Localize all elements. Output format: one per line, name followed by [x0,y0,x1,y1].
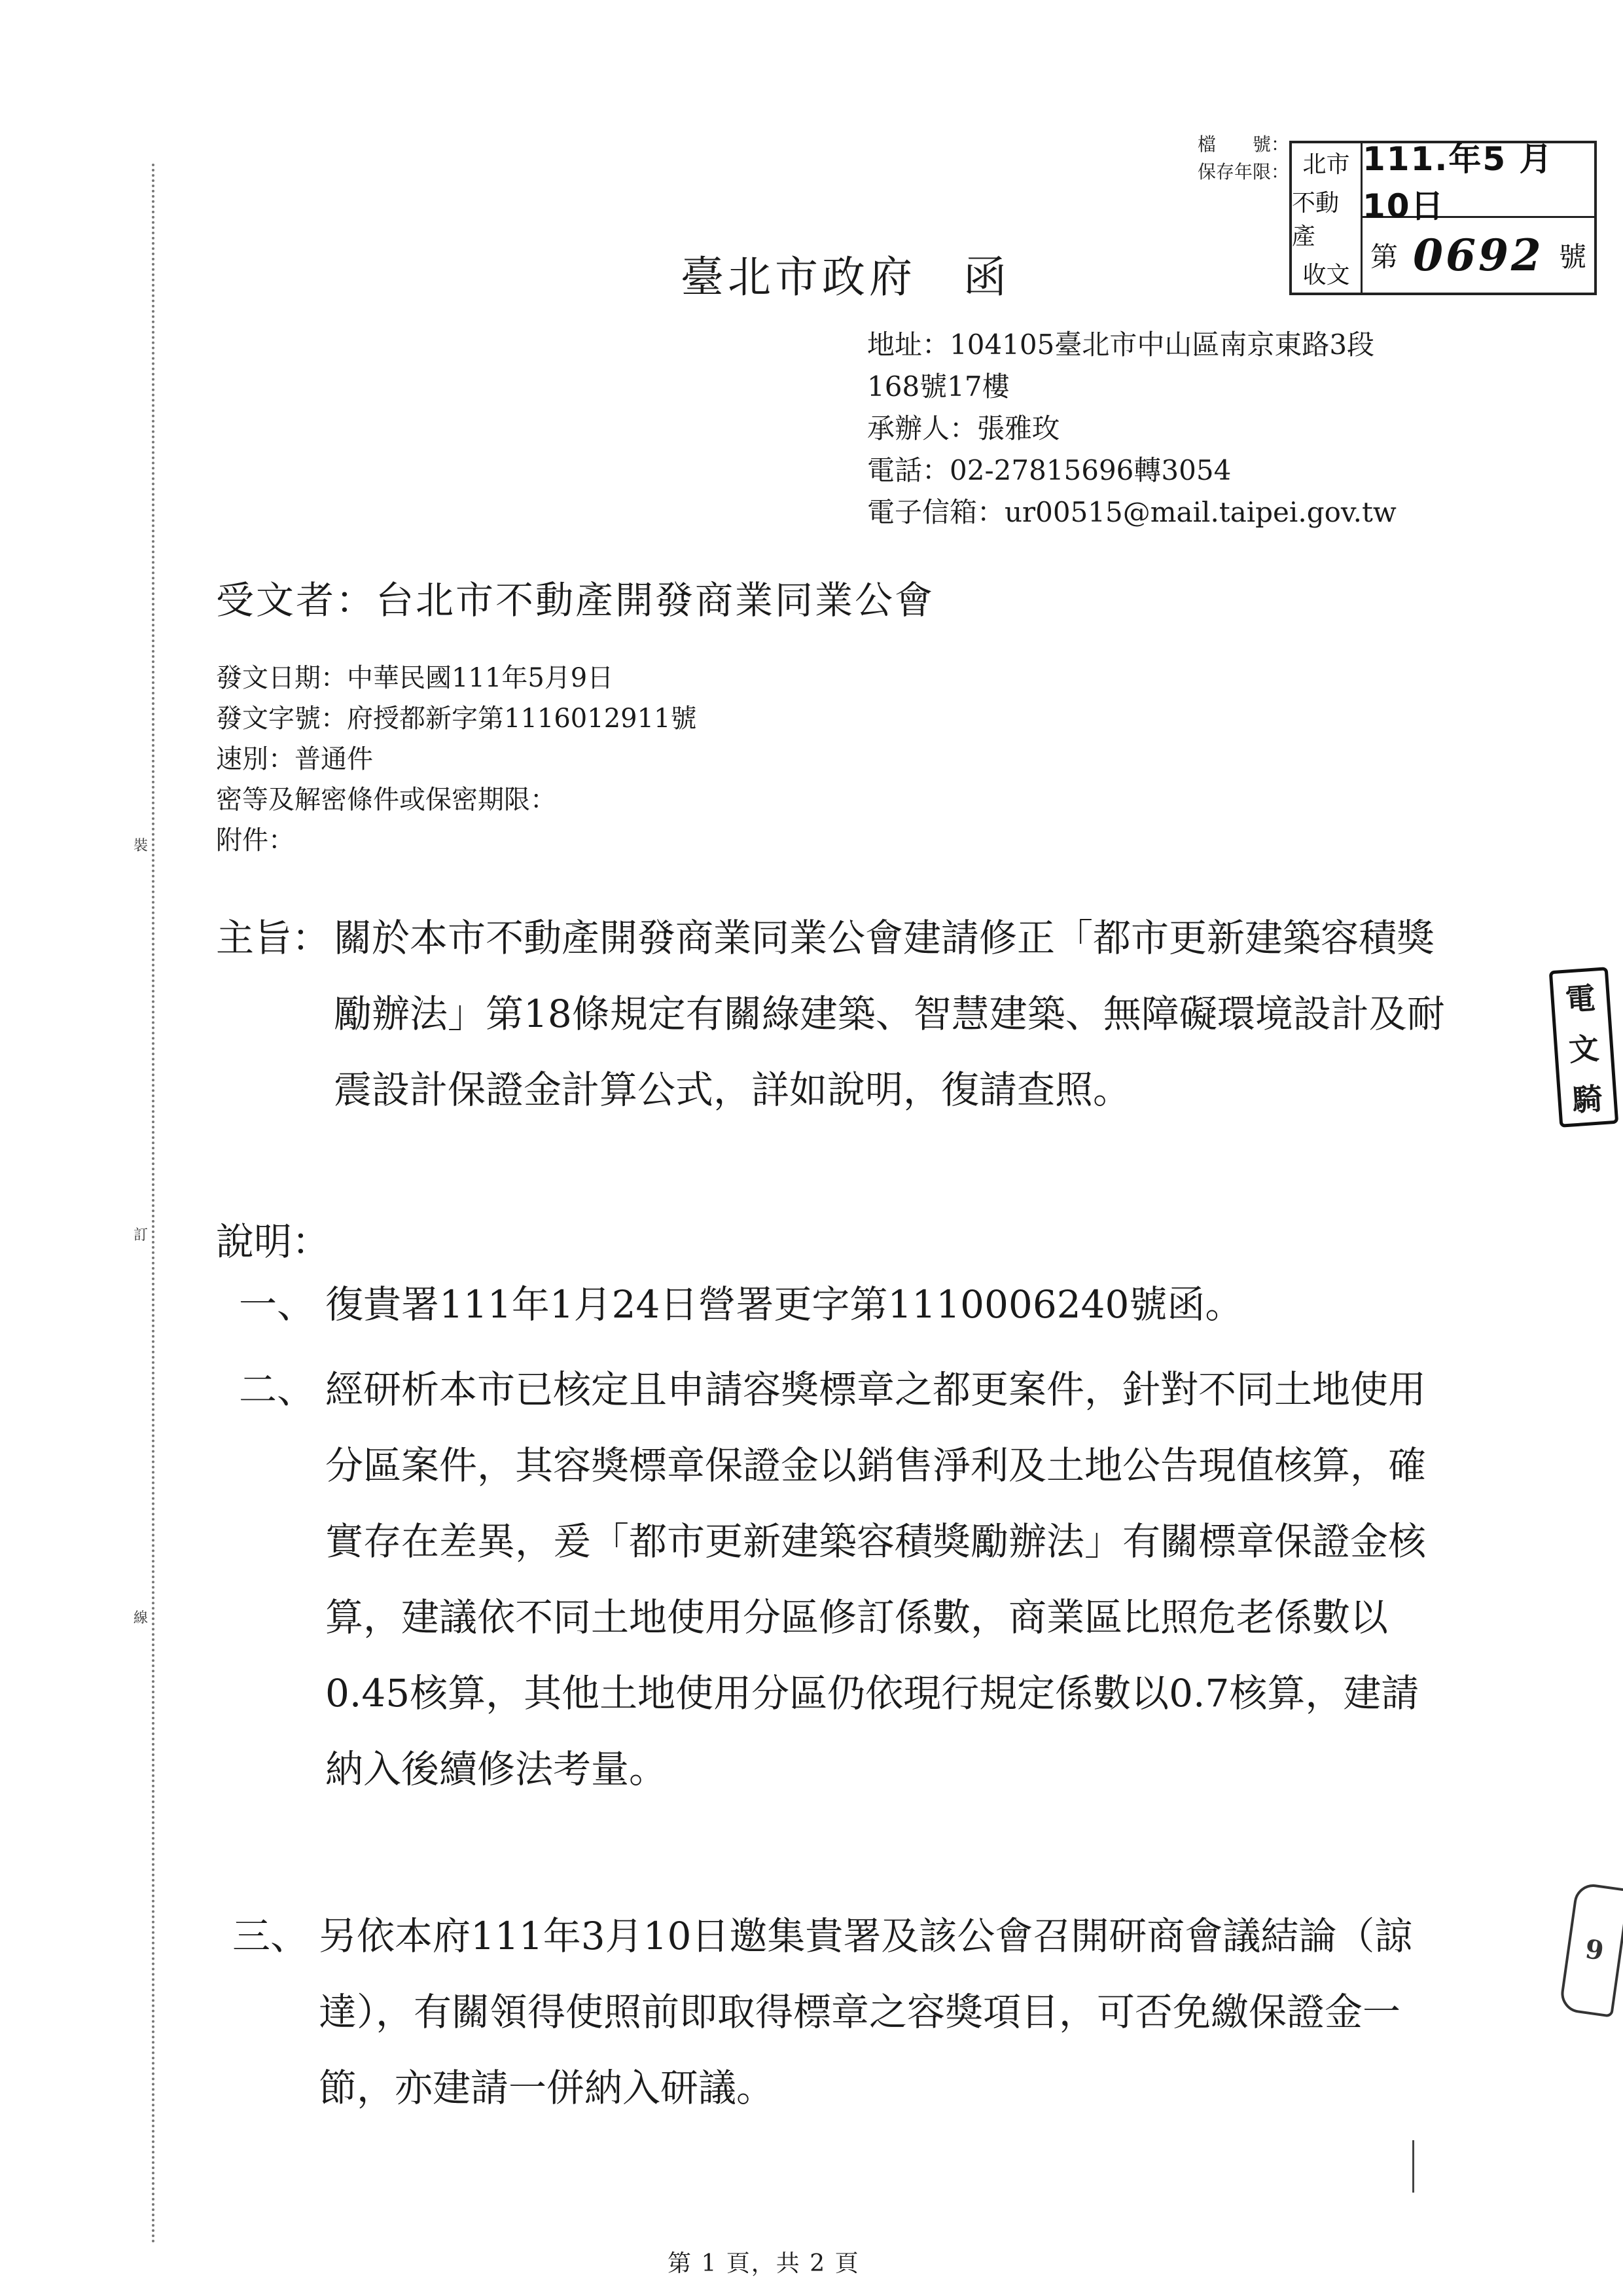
address-line-2: 168號17樓 [867,370,1010,403]
item-text: 另依本府111年3月10日邀集貴署及該公會召開研商會議結論（諒達），有關領得使照前即取得標章之容獎項目，可否免繳保證金一節，亦建請一併納入研議。 [319,1914,1413,2110]
recipient: 受文者：台北市不動產開發商業同業公會 [216,578,935,622]
item-number: 一、 [239,1282,315,1327]
item-number: 三、 [232,1914,309,1958]
attachment: 附件： [216,825,294,855]
stamp-num-suffix: 號 [1558,241,1586,273]
explanation-item [239,1266,1430,1342]
email: 電子信箱：ur00515@mail.taipei.gov.tw [867,496,1397,528]
filing-labels [1158,131,1289,186]
page-number: 第 1 頁，共 2 頁 [668,2250,860,2277]
receipt-stamp [1289,141,1597,295]
binding-label-bottom: 線 [133,1610,148,1626]
document-title: 臺北市政府 函 [681,252,1010,302]
phone: 電話：02-27815696轉3054 [867,454,1232,486]
stamp-org-line: 不動產 [1292,190,1340,250]
stamp-num-value: 0692 [1413,230,1544,281]
secrecy: 密等及解密條件或保密期限： [216,785,556,815]
scan-mark [1412,2140,1414,2193]
contact-person: 承辦人：張雅玫 [867,412,1060,444]
side-stamp-char: 電 [1564,980,1597,1018]
side-stamp [1549,967,1619,1128]
subject-label: 主旨： [216,916,330,960]
explanation-item [239,1352,1430,1807]
stamp-org-line: 收文 [1302,262,1350,289]
side-stamp-small: 9 [1559,1882,1623,2018]
document-meta [216,658,697,861]
stamp-num-prefix: 第 [1370,241,1399,273]
subject-text: 關於本市不動產開發商業同業公會建請修正「都市更新建築容積獎勵辦法」第18條規定有關綠建築、智慧建築、無障礙環境設計及耐震設計保證金計算公式，詳如說明，復請查照。 [334,916,1445,1112]
issue-date: 發文日期：中華民國111年5月9日 [216,663,614,693]
address-block [867,324,1397,533]
explanation-label: 說明： [216,1219,330,1264]
stamp-receipt-number [1363,218,1594,293]
item-text: 經研析本市已核定且申請容獎標章之都更案件，針對不同土地使用分區案件，其容獎標章保證金以銷售淨利及土地公告現值核算，確實存在差異，爰「都市更新建築容積獎勵辦法」有關標章保證金核算，建議依不同土地使用分區修訂係數，商業區比照危老係數以0.45核算，其他土地使用分區仍依現行規定係數以0.7核算，建請納入後續修法考量。 [325,1367,1427,1791]
speed: 速別：普通件 [216,744,373,774]
stamp-org-line: 北市 [1302,151,1350,178]
subject-section [216,900,1453,1128]
binding-label-middle: 訂 [133,1227,148,1244]
stamp-org [1292,143,1363,293]
file-number-label: 檔 號： [1197,134,1289,155]
item-number: 二、 [239,1367,315,1412]
retention-label: 保存年限： [1197,161,1289,183]
side-stamp-char: 文 [1567,1030,1601,1068]
item-text: 復貴署111年1月24日營署更字第1110006240號函。 [325,1282,1243,1327]
explanation-item [232,1898,1423,2126]
stamp-date: 111.年5 月10日 [1363,143,1594,218]
side-stamp-char: 騎 [1571,1080,1604,1118]
document-number: 發文字號：府授都新字第1116012911號 [216,704,697,734]
address-line-1: 地址：104105臺北市中山區南京東路3段 [867,329,1375,361]
binding-label-top: 裝 [133,838,148,854]
binding-dotted-line [152,164,154,2245]
